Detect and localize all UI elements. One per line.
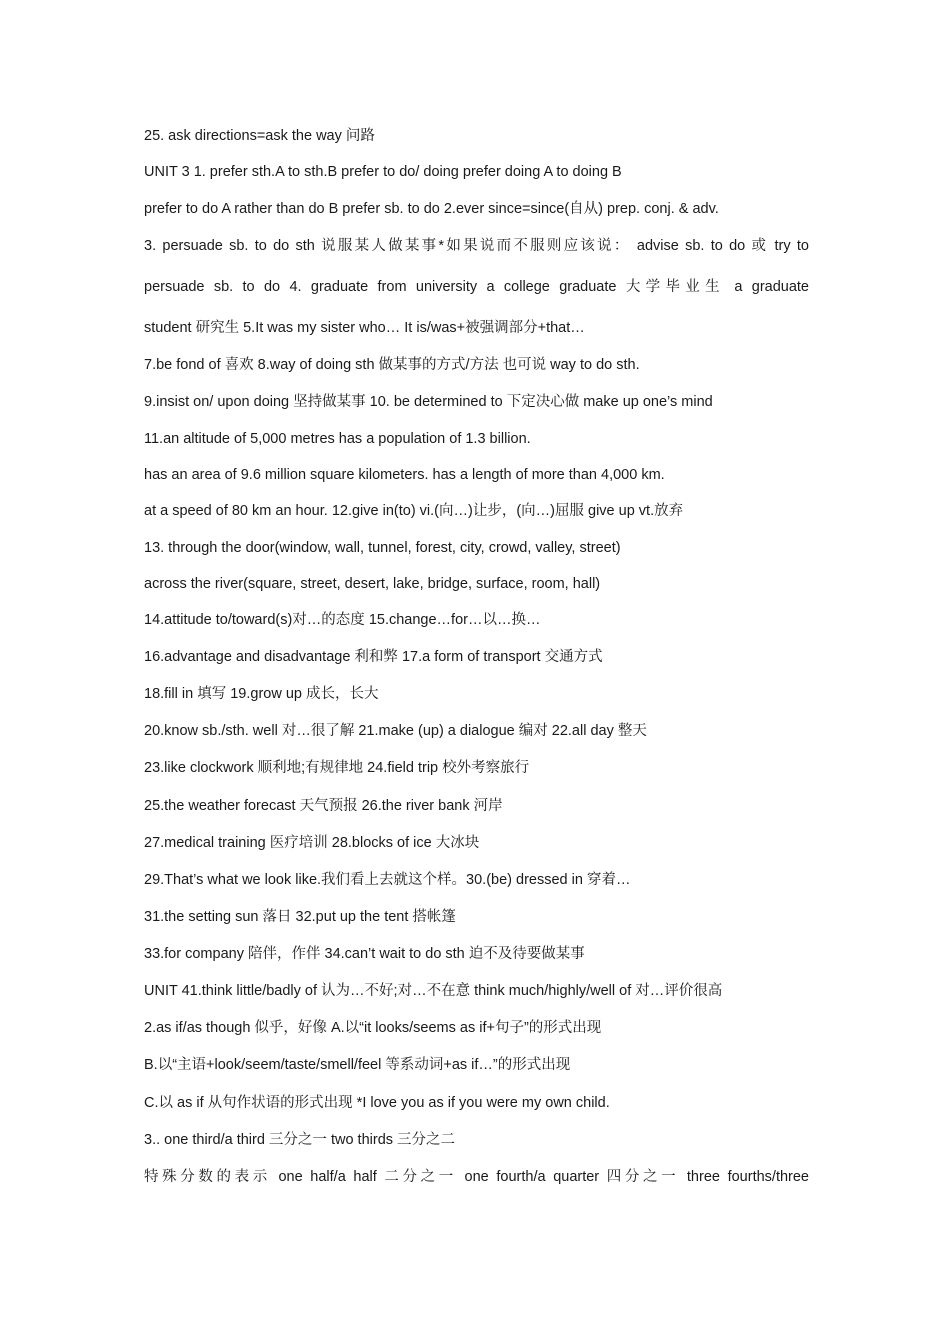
text-line: 33.for company 陪伴，作伴 34.can’t wait to do sth 迫不及待要做某事 [144, 946, 585, 962]
text-line: has an area of 9.6 million square kilometers. has a length of more than 4,000 km. [144, 467, 665, 483]
text-line: 14.attitude to/toward(s)对…的态度 15.change…for…以…换… [144, 612, 541, 628]
text-line: 18.fill in 填写 19.grow up 成长，长大 [144, 686, 379, 702]
text-line: 25.the weather forecast 天气预报 26.the river bank 河岸 [144, 798, 503, 814]
text-line: 3. persuade sb. to do sth 说服某人做某事*如果说而不服则应该说： advise sb. to do 或 try to [144, 238, 809, 254]
text-line: prefer to do A rather than do B prefer sb. to do 2.ever since=since(自从) prep. conj. & adv. [144, 201, 719, 217]
text-line: C.以 as if 从句作状语的形式出现 *I love you as if you were my own child. [144, 1095, 610, 1111]
text-line: 13. through the door(window, wall, tunnel, forest, city, crowd, valley, street) [144, 540, 621, 556]
text-line: 31.the setting sun 落日 32.put up the tent 搭帐篷 [144, 909, 456, 925]
text-line: UNIT 41.think little/badly of 认为…不好;对…不在意 think much/highly/well of 对…评价很高 [144, 983, 723, 999]
text-line: 9.insist on/ upon doing 坚持做某事 10. be determined to 下定决心做 make up one’s mind [144, 394, 713, 410]
text-line: 11.an altitude of 5,000 metres has a population of 1.3 billion. [144, 431, 531, 447]
text-line: 29.That’s what we look like.我们看上去就这个样。30.(be) dressed in 穿着… [144, 872, 631, 888]
text-line: 7.be fond of 喜欢 8.way of doing sth 做某事的方式/方法 也可说 way to do sth. [144, 357, 640, 373]
text-line: 27.medical training 医疗培训 28.blocks of ice 大冰块 [144, 835, 480, 851]
text-line: 3.. one third/a third 三分之一 two thirds 三分之二 [144, 1132, 456, 1148]
text-line: across the river(square, street, desert, lake, bridge, surface, room, hall) [144, 576, 601, 592]
text-line: 20.know sb./sth. well 对…很了解 21.make (up) a dialogue 编对 22.all day 整天 [144, 723, 647, 739]
text-line: 特殊分数的表示 one half/a half 二分之一 one fourth/a quarter 四分之一 three fourths/three [144, 1169, 809, 1185]
text-line: 16.advantage and disadvantage 利和弊 17.a form of transport 交通方式 [144, 649, 603, 665]
text-line: at a speed of 80 km an hour. 12.give in(to) vi.(向…)让步，(向…)屈服 give up vt.放弃 [144, 503, 684, 519]
text-line: 25. ask directions=ask the way 问路 [144, 128, 375, 144]
text-line: student 研究生 5.It was my sister who… It is/was+被强调部分+that… [144, 320, 585, 336]
text-line: 23.like clockwork 顺利地;有规律地 24.field trip 校外考察旅行 [144, 760, 530, 776]
text-line: UNIT 3 1. prefer sth.A to sth.B prefer to do/ doing prefer doing A to doing B [144, 164, 622, 180]
text-line: 2.as if/as though 似乎，好像 A.以“it looks/seems as if+句子”的形式出现 [144, 1020, 602, 1036]
text-line: persuade sb. to do 4. graduate from university a college graduate 大学毕业生 a graduate [144, 279, 809, 295]
text-line: B.以“主语+look/seem/taste/smell/feel 等系动词+as if…”的形式出现 [144, 1057, 571, 1073]
